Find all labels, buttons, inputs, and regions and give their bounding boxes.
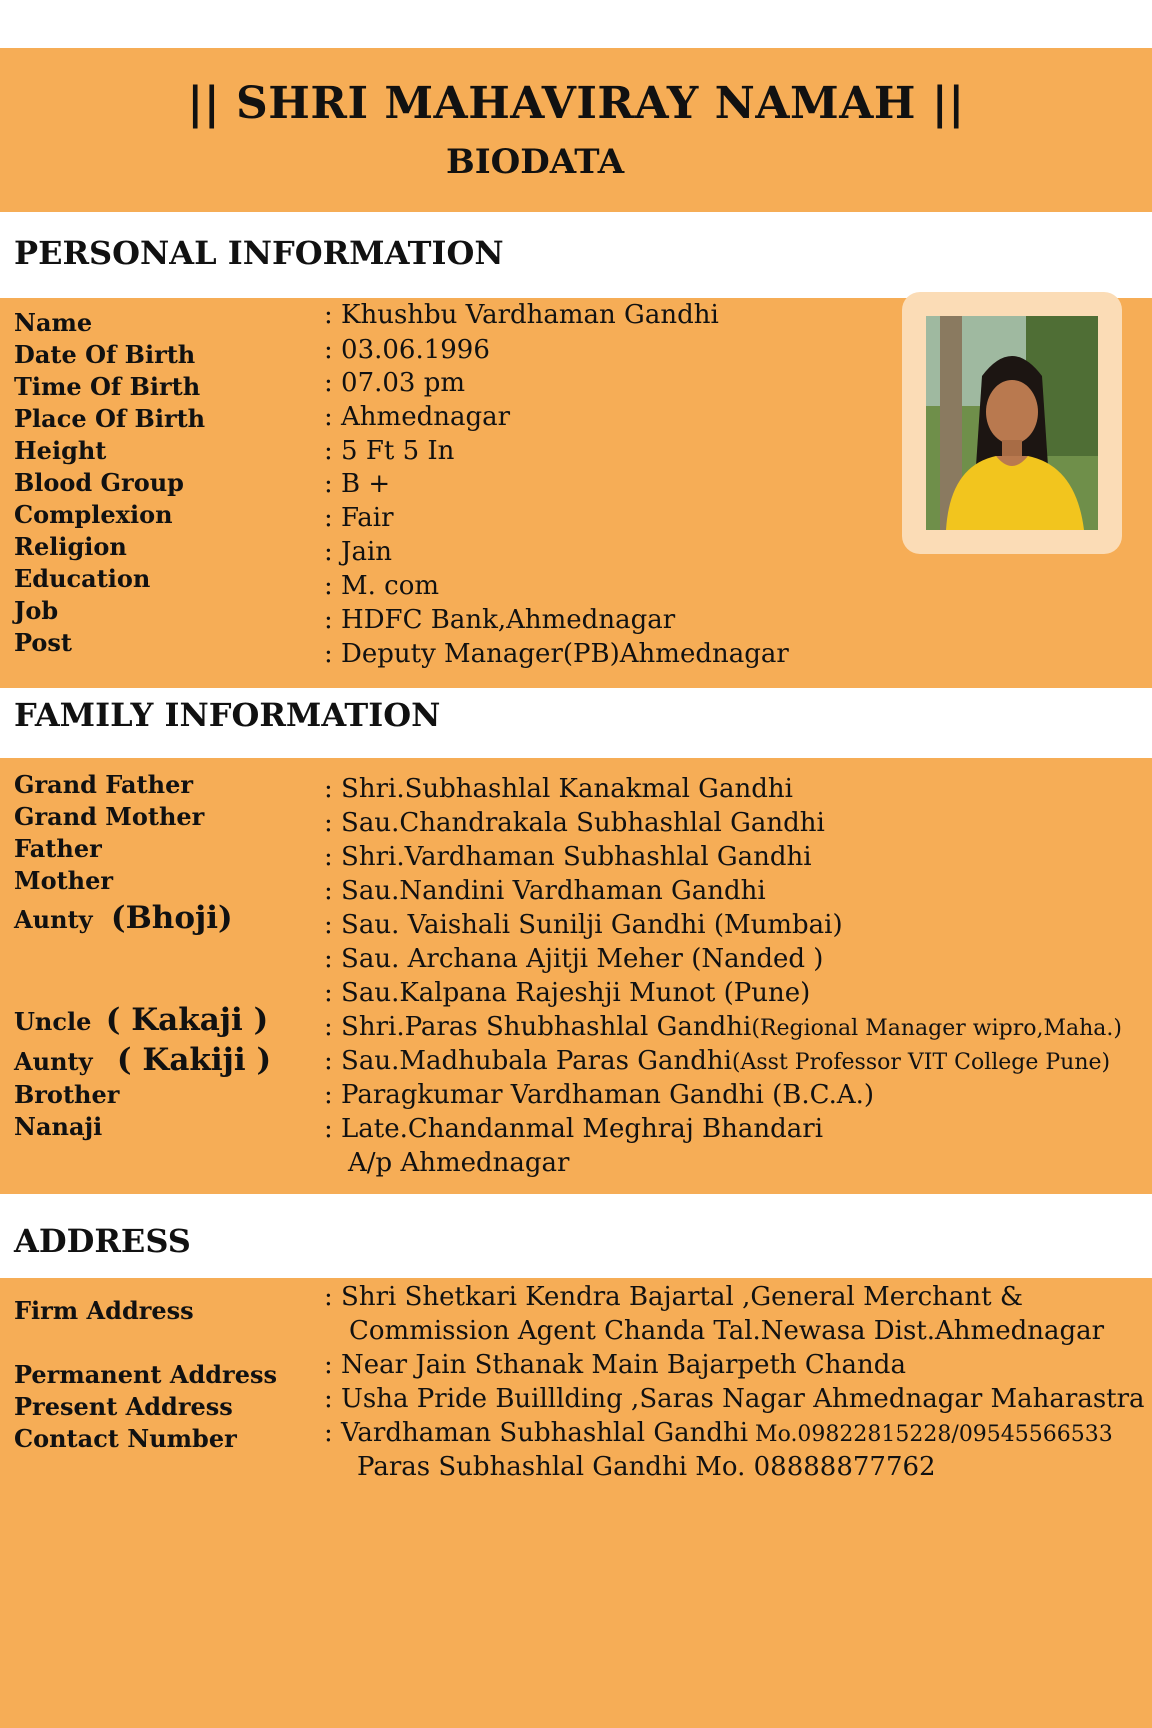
value-height: : 5 Ft 5 In — [324, 436, 455, 466]
label-mother: Mother — [14, 866, 114, 895]
value-bhoji-2: : Sau. Archana Ajitji Meher (Nanded ) — [324, 944, 824, 974]
value-education: : M. com — [324, 571, 440, 601]
label-present-address: Present Address — [14, 1392, 233, 1421]
label-contact-number: Contact Number — [14, 1424, 237, 1453]
label-post: Post — [14, 628, 73, 657]
value-mother: : Sau.Nandini Vardhaman Gandhi — [324, 876, 766, 906]
label-permanent-address: Permanent Address — [14, 1360, 277, 1389]
page-title: || SHRI MAHAVIRAY NAMAH || — [187, 78, 965, 129]
label-job: Job — [14, 596, 59, 625]
label-place-of-birth: Place Of Birth — [14, 404, 206, 433]
value-nanaji-2: A/p Ahmednagar — [348, 1148, 570, 1178]
value-place-of-birth: : Ahmednagar — [324, 402, 511, 432]
value-permanent-address: : Near Jain Sthanak Main Bajarpeth Chanda — [324, 1350, 906, 1380]
label-name: Name — [14, 308, 93, 337]
value-firm-address-1: : Shri Shetkari Kendra Bajartal ,General Merchant & — [324, 1282, 1023, 1312]
label-aunty-bhoji — [14, 900, 233, 936]
value-uncle — [324, 1012, 1122, 1042]
page-subtitle: BIODATA — [446, 142, 625, 182]
label-uncle-text: Uncle — [14, 1007, 92, 1036]
value-firm-address-2: Commission Agent Chanda Tal.Newasa Dist.Ahmednagar — [349, 1316, 1105, 1346]
value-kakiji-name: : Sau.Madhubala Paras Gandhi — [324, 1046, 732, 1076]
value-time-of-birth: : 07.03 pm — [324, 368, 466, 398]
value-brother: : Paragkumar Vardhaman Gandhi (B.C.A.) — [324, 1080, 875, 1110]
value-grand-mother: : Sau.Chandrakala Subhashlal Gandhi — [324, 808, 825, 838]
address-heading: ADDRESS — [14, 1222, 191, 1260]
label-father: Father — [14, 834, 102, 863]
label-education: Education — [14, 564, 151, 593]
value-contact-2: Paras Subhashlal Gandhi Mo. 08888877762 — [357, 1452, 936, 1482]
label-uncle-kakaji — [14, 1002, 268, 1038]
value-contact-1-mobile: Mo.09822815228/09545566533 — [748, 1422, 1113, 1447]
value-bhoji-1: : Sau. Vaishali Sunilji Gandhi (Mumbai) — [324, 910, 843, 940]
label-aunty-kakiji-relation: ( Kakiji ) — [116, 1042, 272, 1078]
value-complexion: : Fair — [324, 503, 394, 533]
value-post: : Deputy Manager(PB)Ahmednagar — [324, 639, 789, 669]
label-aunty-kakiji-text: Aunty — [14, 1047, 93, 1076]
profile-photo-illustration — [926, 316, 1098, 530]
personal-info-heading: PERSONAL INFORMATION — [14, 234, 504, 272]
value-religion: : Jain — [324, 537, 393, 567]
value-kakiji — [324, 1046, 1110, 1076]
value-contact-1 — [324, 1418, 1113, 1448]
value-uncle-note: (Regional Manager wipro,Maha.) — [751, 1016, 1122, 1041]
value-present-address: : Usha Pride Builllding ,Saras Nagar Ahmednagar Maharastra — [324, 1384, 1145, 1414]
label-firm-address: Firm Address — [14, 1296, 194, 1325]
label-aunty-kakiji — [14, 1042, 271, 1078]
label-aunty-bhoji-text: Aunty — [14, 905, 93, 934]
value-bhoji-3: : Sau.Kalpana Rajeshji Munot (Pune) — [324, 978, 811, 1008]
family-info-heading: FAMILY INFORMATION — [14, 696, 441, 734]
label-grand-mother: Grand Mother — [14, 802, 205, 831]
label-blood-group: Blood Group — [14, 468, 184, 497]
value-nanaji-1: : Late.Chandanmal Meghraj Bhandari — [324, 1114, 824, 1144]
photo-frame — [902, 292, 1122, 554]
profile-photo — [926, 316, 1098, 530]
value-name: : Khushbu Vardhaman Gandhi — [324, 300, 719, 330]
value-job: : HDFC Bank,Ahmednagar — [324, 605, 676, 635]
value-kakiji-note: (Asst Professor VIT College Pune) — [731, 1050, 1111, 1075]
label-date-of-birth: Date Of Birth — [14, 340, 196, 369]
value-contact-1-name: : Vardhaman Subhashlal Gandhi — [324, 1418, 749, 1448]
value-date-of-birth: : 03.06.1996 — [324, 335, 490, 365]
label-religion: Religion — [14, 532, 127, 561]
label-nanaji: Nanaji — [14, 1112, 103, 1141]
label-brother: Brother — [14, 1080, 120, 1109]
label-height: Height — [14, 436, 107, 465]
header-band — [0, 48, 1152, 212]
label-time-of-birth: Time Of Birth — [14, 372, 201, 401]
value-father: : Shri.Vardhaman Subhashlal Gandhi — [324, 842, 812, 872]
label-aunty-bhoji-relation: (Bhoji) — [110, 900, 233, 936]
label-uncle-relation: ( Kakaji ) — [105, 1002, 269, 1038]
value-uncle-name: : Shri.Paras Shubhashlal Gandhi — [324, 1012, 752, 1042]
label-grand-father: Grand Father — [14, 770, 194, 799]
label-complexion: Complexion — [14, 500, 173, 529]
value-blood-group: : B + — [324, 469, 391, 499]
value-grand-father: : Shri.Subhashlal Kanakmal Gandhi — [324, 774, 793, 804]
